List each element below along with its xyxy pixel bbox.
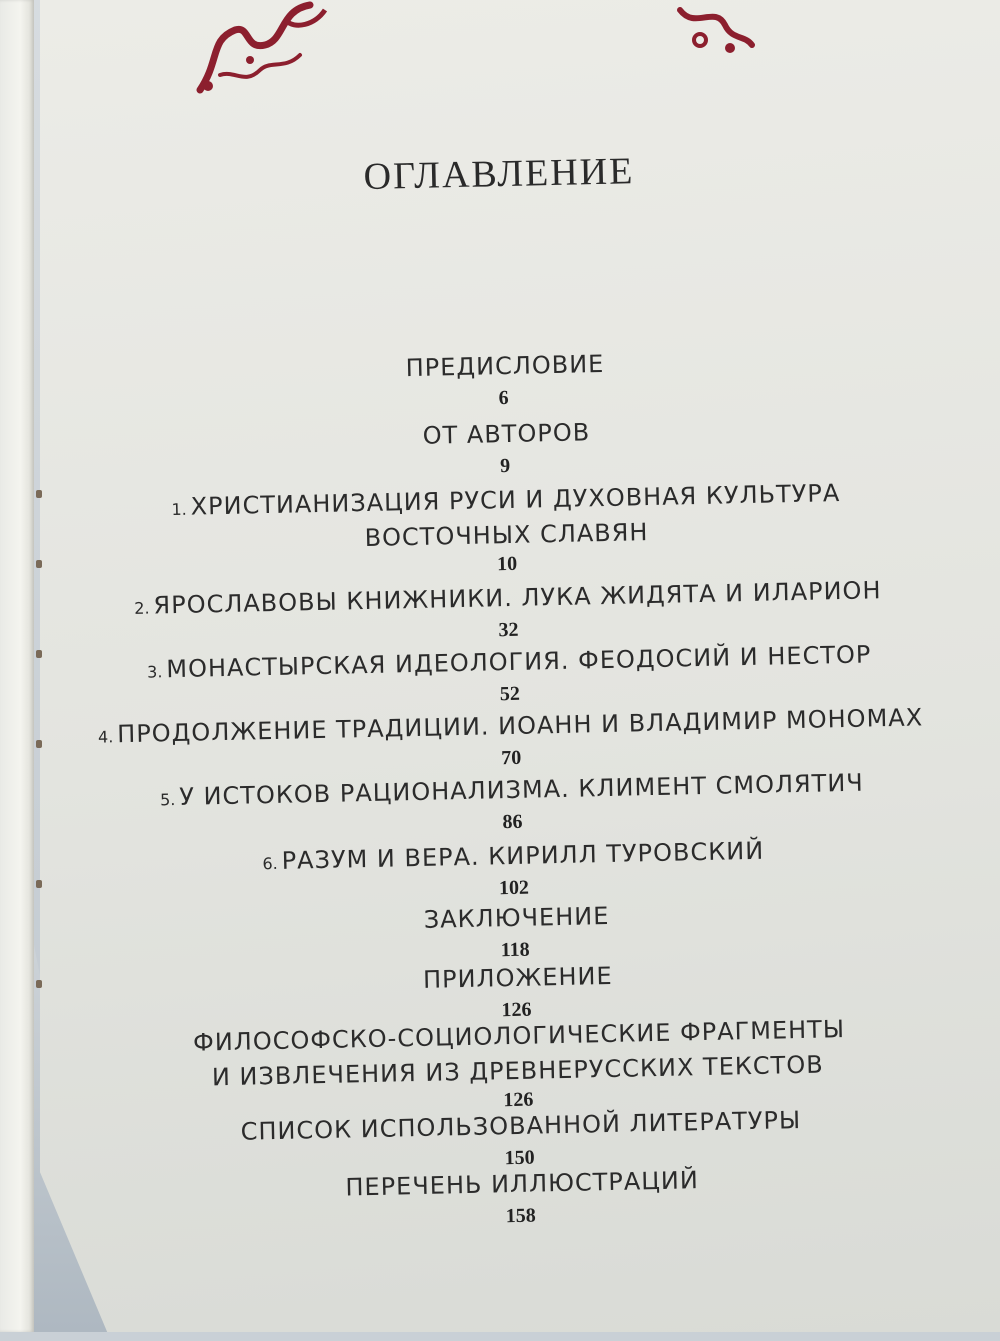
- toc-entry-number: 6.: [262, 854, 278, 873]
- toc-entry-page: 126: [96, 988, 936, 1032]
- toc-entry-page: 126: [98, 1078, 938, 1122]
- toc-entry-page: 6: [83, 376, 923, 420]
- toc-entry-number: 5.: [160, 790, 176, 809]
- toc-entry-page: 52: [90, 672, 930, 716]
- book-page-edges: [0, 0, 34, 1332]
- toc-entry-page: 158: [101, 1194, 941, 1238]
- toc-entry-title-text: ФИЛОСОФСКО-СОЦИОЛОГИЧЕСКИЕ ФРАГМЕНТЫ: [193, 1015, 845, 1057]
- toc-entry-number: 4.: [98, 727, 114, 746]
- toc-entry-title-text: ПРИЛОЖЕНИЕ: [423, 962, 613, 994]
- toc-entry-page: 9: [85, 444, 925, 488]
- toc-entry-page: 32: [88, 608, 928, 652]
- toc-entry-title-line2: И ИЗВЛЕЧЕНИЯ ИЗ ДРЕВНЕРУССКИХ ТЕКСТОВ: [98, 1046, 938, 1096]
- toc-entry-title-text: ЯРОСЛАВОВЫ КНИЖНИКИ. ЛУКА ЖИДЯТА И ИЛАРИОН: [153, 576, 882, 619]
- toc-entry-title-text: РАЗУМ И ВЕРА. КИРИЛЛ ТУРОВСКИЙ: [281, 837, 764, 875]
- table-of-contents: [75, 0, 943, 1341]
- toc-entry-title-text: СПИСОК ИСПОЛЬЗОВАННОЙ ЛИТЕРАТУРЫ: [240, 1106, 801, 1146]
- binding-stitches: [34, 480, 44, 1000]
- toc-entry-number: 1.: [171, 500, 187, 519]
- toc-entry-title-text: ХРИСТИАНИЗАЦИЯ РУСИ И ДУХОВНАЯ КУЛЬТУРА: [190, 479, 840, 521]
- toc-entry: [83, 341, 924, 420]
- toc-entry-page: 102: [94, 866, 934, 910]
- toc-entry-title-line2: ВОСТОЧНЫХ СЛАВЯН: [86, 510, 926, 560]
- toc-entry-title-text: ПЕРЕЧЕНЬ ИЛЛЮСТРАЦИЙ: [345, 1166, 699, 1201]
- toc-entry-page: 10: [87, 542, 927, 586]
- toc-entry-title-text: ПРЕДИСЛОВИЕ: [405, 350, 604, 382]
- toc-entry-title-text: ЗАКЛЮЧЕНИЕ: [423, 902, 609, 934]
- toc-entry-page: 150: [99, 1136, 939, 1180]
- toc-entry-title-text: МОНАСТЫРСКАЯ ИДЕОЛОГИЯ. ФЕОДОСИЙ И НЕСТОР: [166, 640, 872, 683]
- toc-title: ОГЛАВЛЕНИЕ: [79, 143, 920, 205]
- toc-entry-page: 86: [92, 800, 932, 844]
- toc-entry-number: 2.: [134, 599, 150, 618]
- toc-entry-title-text: ОТ АВТОРОВ: [422, 418, 590, 450]
- toc-entry-number: 3.: [147, 662, 163, 681]
- toc-entry: [84, 409, 925, 488]
- toc-entry-title-text: У ИСТОКОВ РАЦИОНАЛИЗМА. КЛИМЕНТ СМОЛЯТИЧ: [179, 769, 864, 811]
- toc-entry: [86, 475, 928, 586]
- toc-entry-title-text: ПРОДОЛЖЕНИЕ ТРАДИЦИИ. ИОАНН И ВЛАДИМИР МОНОМАХ: [117, 703, 923, 748]
- toc-entry-page: 118: [95, 928, 935, 972]
- toc-entry-page: 70: [91, 736, 931, 780]
